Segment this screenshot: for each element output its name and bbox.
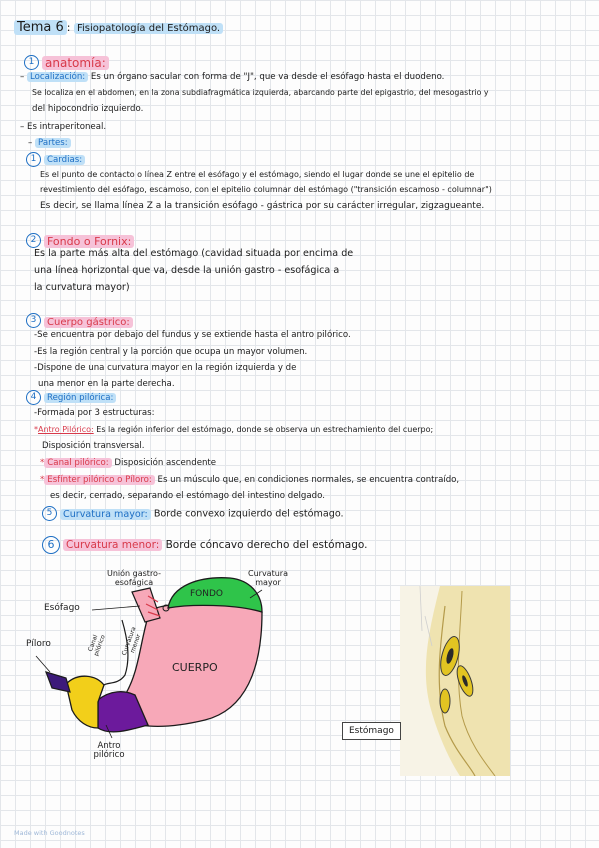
curvatura-menor-label: Curvatura menor [120, 625, 142, 657]
title-prefix: Tema 6 [14, 20, 67, 35]
piloro-region [46, 672, 70, 692]
piloro-label: Píloro [26, 639, 51, 649]
page-title: Tema 6 : Fisiopatología del Estómago. [14, 20, 223, 35]
curvatura-mayor-label: Curvatura mayor [248, 569, 288, 587]
union-gastroesofagica-label: Unión gastro-esofágica [107, 569, 161, 587]
esofago-label: Esófago [44, 603, 80, 613]
stomach-diagram [0, 560, 320, 780]
curvatura-menor-block: 6 Curvatura menor: Borde cóncavo derecho del estómago. [42, 536, 367, 554]
canal-region [66, 676, 104, 728]
fondo-label: FONDO [190, 589, 224, 599]
anatomia-heading: 1 anatomía: [24, 52, 109, 71]
canal-pilorico-label: Canal pilórico [86, 633, 107, 657]
cuerpo-label: CUERPO [172, 661, 218, 674]
stomach-photo [400, 586, 510, 776]
curvatura-mayor-block: 5 Curvatura mayor: Borde convexo izquierdo del estómago. [42, 506, 344, 521]
partes-label: – Partes: [28, 138, 71, 148]
esofago-region [132, 588, 160, 622]
goodnotes-watermark: Made with Goodnotes [14, 829, 85, 837]
antro-pilorico-label: Antro pilórico [93, 741, 125, 761]
estomago-photo-label: Estómago [342, 722, 401, 740]
title-text: Fisiopatología del Estómago. [74, 23, 223, 34]
section-number-icon: 1 [24, 55, 39, 70]
